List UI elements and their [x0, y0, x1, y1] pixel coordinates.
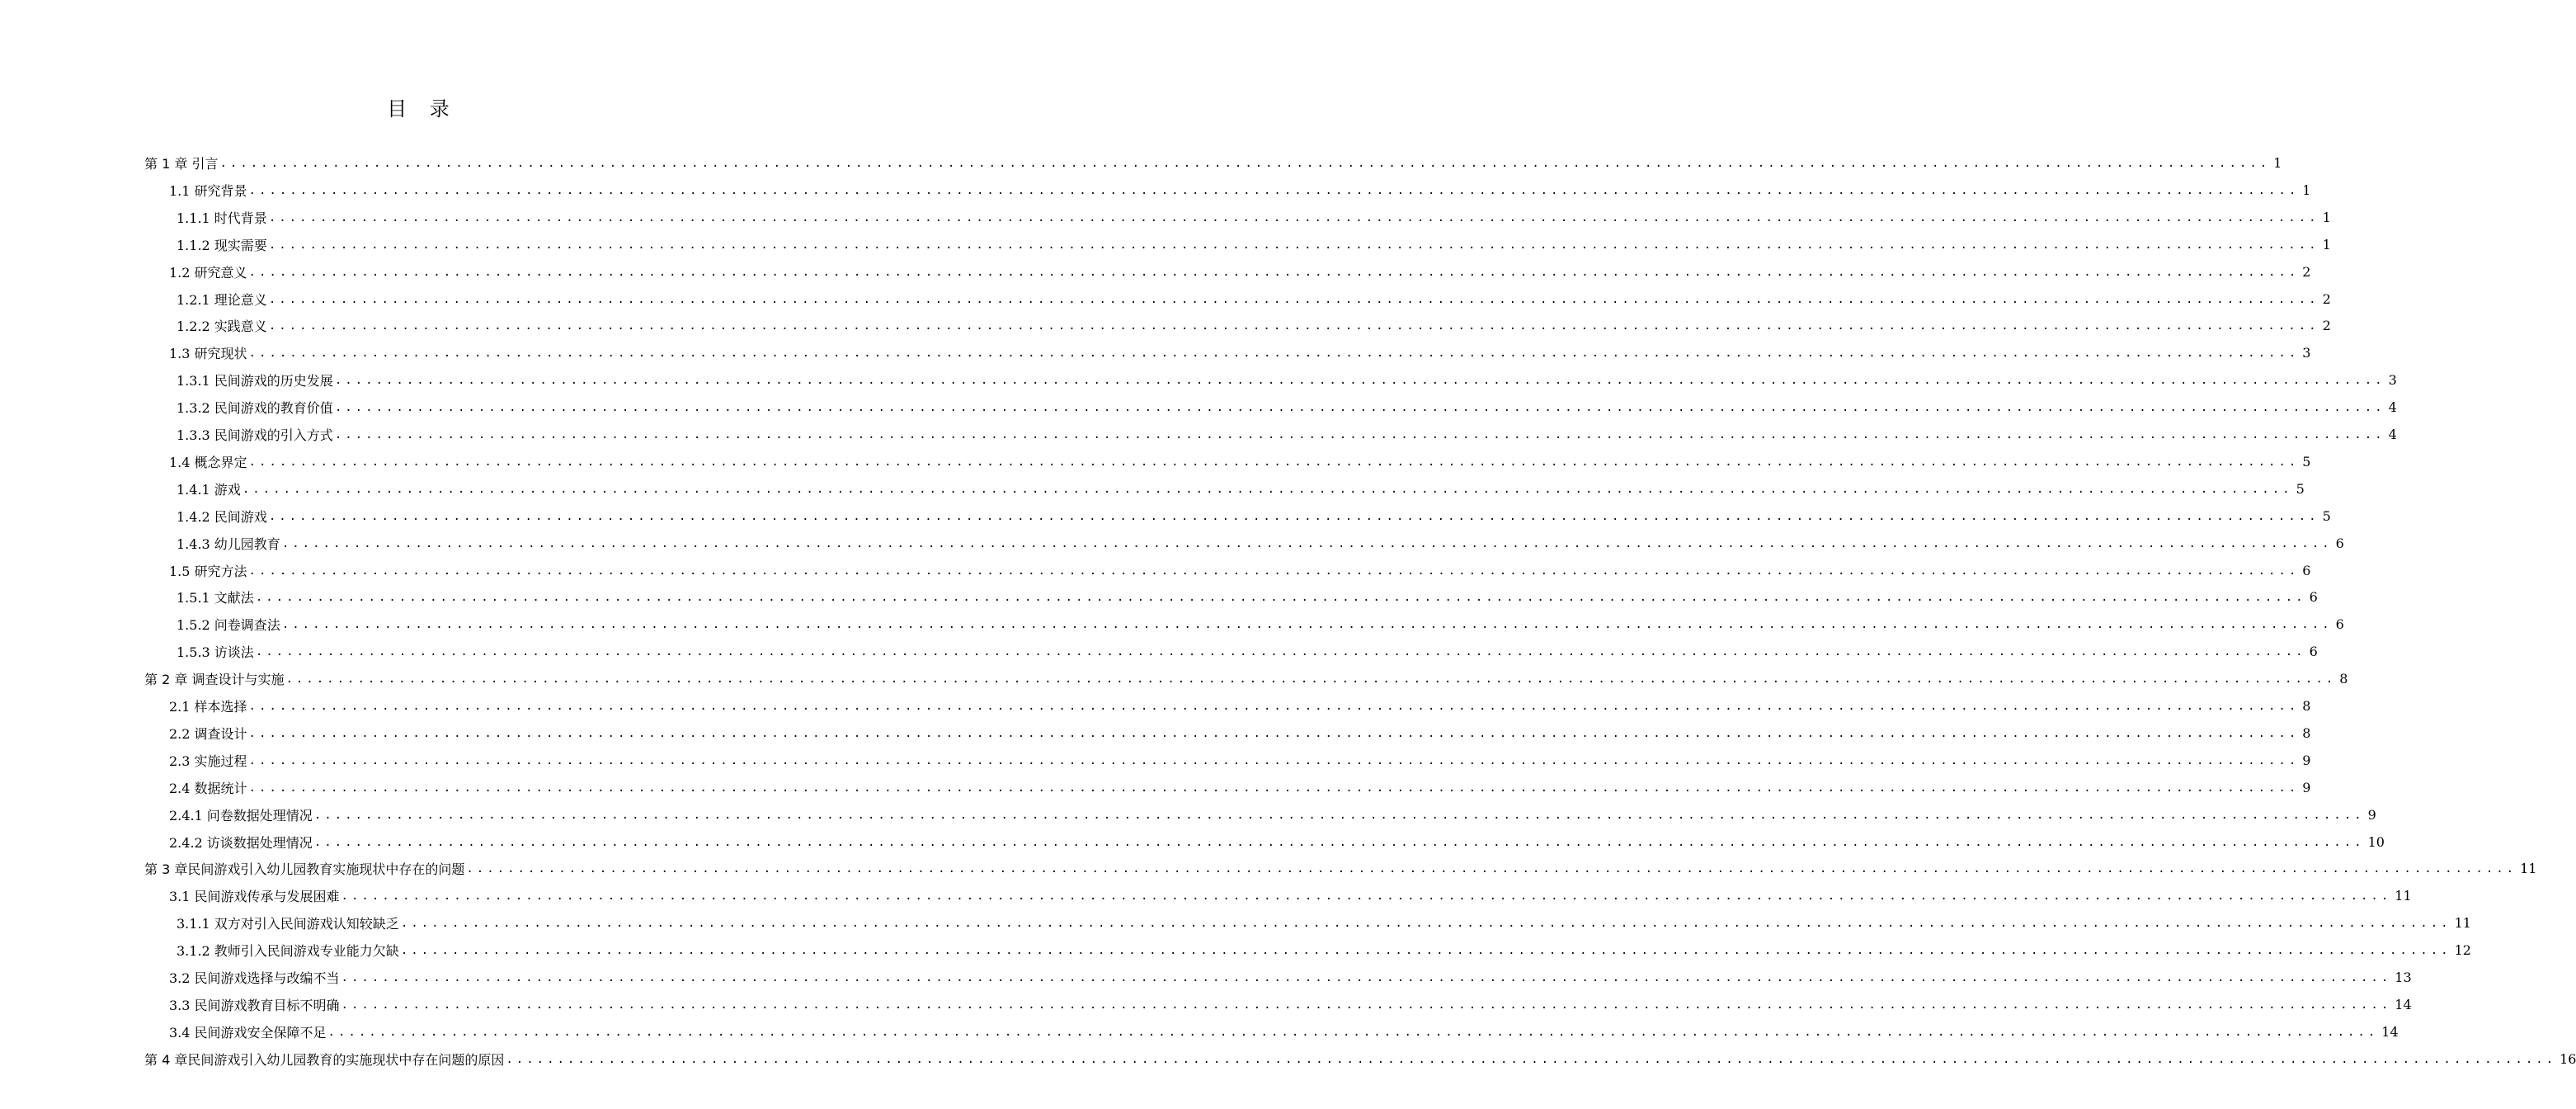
toc-entry-label: 1.1.2 现实需要	[177, 238, 267, 253]
toc-entry-page: 11	[2454, 915, 2471, 931]
toc-entry-label: 1.2.2 实践意义	[177, 319, 267, 334]
toc-entry-label: 2.1 样本选择	[169, 699, 247, 715]
toc-leader-dots: ........................................................................................................................................................................................................	[281, 536, 2333, 550]
toc-entry-label: 第 2 章 调查设计与实施	[144, 672, 285, 687]
toc-leader-dots: ........................................................................................................................................................................................................	[248, 183, 2300, 197]
toc-entry-page: 5	[2302, 454, 2311, 470]
toc-entry[interactable]	[169, 692, 2311, 720]
toc-leader-dots: ........................................................................................................................................................................................................	[506, 1052, 2557, 1066]
toc-leader-dots: ........................................................................................................................................................................................................	[327, 1025, 2379, 1039]
toc-entry-label: 1.4.1 游戏	[177, 482, 241, 498]
toc-entry-label: 第 4 章民间游戏引入幼儿园教育的实施现状中存在问题的原因	[144, 1052, 505, 1068]
toc-leader-dots: ........................................................................................................................................................................................................	[248, 346, 2300, 360]
toc-entry-label: 1.4.2 民间游戏	[177, 509, 267, 525]
toc-entry-label: 3.3 民间游戏教育目标不明确	[169, 998, 340, 1013]
toc-entry-page: 2	[2302, 264, 2311, 280]
toc-entry-page: 11	[2520, 861, 2537, 876]
toc-entry[interactable]	[177, 583, 2318, 611]
toc-entry-page: 2	[2322, 291, 2331, 307]
toc-entry-label: 1.5.3 访谈法	[177, 644, 254, 660]
toc-entry[interactable]	[169, 448, 2311, 475]
toc-entry-label: 3.1 民间游戏传承与发展困难	[169, 889, 340, 904]
toc-entry-label: 1.3.3 民间游戏的引入方式	[177, 427, 333, 443]
toc-entry[interactable]	[177, 204, 2331, 231]
toc-leader-dots: ........................................................................................................................................................................................................	[248, 265, 2300, 279]
toc-entry[interactable]	[177, 638, 2318, 665]
toc-entry-label: 2.4.1 问卷数据处理情况	[169, 808, 313, 823]
toc-entry-label: 1.3.1 民间游戏的历史发展	[177, 373, 333, 389]
toc-entry-page: 8	[2302, 725, 2311, 741]
toc-entry-page: 6	[2309, 589, 2318, 605]
toc-entry[interactable]	[177, 503, 2331, 530]
toc-entry[interactable]	[144, 665, 2348, 692]
toc-entry-page: 8	[2302, 698, 2311, 714]
toc-entry-page: 13	[2395, 970, 2412, 985]
toc-entry-page: 14	[2395, 997, 2412, 1012]
toc-leader-dots: ........................................................................................................................................................................................................	[341, 970, 2392, 984]
toc-entry-label: 1.3.2 民间游戏的教育价值	[177, 400, 333, 416]
toc-entry-page: 4	[2388, 427, 2397, 442]
toc-entry-label: 2.4.2 访谈数据处理情况	[169, 835, 313, 851]
toc-entry[interactable]	[177, 421, 2397, 448]
toc-entry-label: 1.2 研究意义	[169, 265, 247, 281]
toc-leader-dots: ........................................................................................................................................................................................................	[248, 699, 2300, 713]
toc-leader-dots: ........................................................................................................................................................................................................	[281, 617, 2333, 631]
toc-entry-page: 9	[2367, 807, 2376, 823]
toc-entry-label: 3.1.1 双方对引入民间游戏认知较缺乏	[177, 916, 399, 932]
toc-entry-page: 2	[2322, 318, 2331, 333]
toc-entry-label: 1.1.1 时代背景	[177, 210, 267, 226]
toc-entry-label: 2.2 调查设计	[169, 726, 247, 742]
toc-entry[interactable]	[169, 177, 2311, 204]
toc-entry[interactable]	[177, 909, 2471, 937]
toc-entry[interactable]	[169, 882, 2412, 909]
toc-entry[interactable]	[144, 855, 2537, 882]
toc-leader-dots: ........................................................................................................................................................................................................	[466, 861, 2517, 875]
toc-entry[interactable]	[177, 286, 2331, 313]
toc-entry[interactable]	[169, 1018, 2399, 1045]
toc-entry[interactable]	[144, 149, 2282, 177]
toc-entry-page: 14	[2381, 1024, 2399, 1040]
toc-entry-label: 2.3 实施过程	[169, 753, 247, 769]
toc-entry[interactable]	[169, 747, 2311, 774]
toc-leader-dots: ........................................................................................................................................................................................................	[313, 835, 2365, 849]
toc-leader-dots: ........................................................................................................................................................................................................	[400, 943, 2451, 957]
toc-leader-dots: ........................................................................................................................................................................................................	[268, 292, 2319, 306]
toc-leader-dots: ........................................................................................................................................................................................................	[248, 726, 2300, 740]
toc-leader-dots: ........................................................................................................................................................................................................	[268, 238, 2319, 252]
toc-entry[interactable]	[177, 530, 2344, 557]
toc-entry[interactable]	[169, 557, 2311, 584]
toc-entry-label: 1.2.1 理论意义	[177, 292, 267, 308]
toc-entry[interactable]	[177, 475, 2305, 503]
toc-entry-label: 3.2 民间游戏选择与改编不当	[169, 970, 340, 986]
toc-entry-page: 6	[2309, 644, 2318, 659]
toc-leader-dots: ........................................................................................................................................................................................................	[248, 753, 2300, 767]
toc-entry-page: 9	[2302, 753, 2311, 768]
toc-entry[interactable]	[177, 394, 2397, 421]
toc-entry-label: 第 1 章 引言	[144, 156, 219, 172]
toc-entry-page: 3	[2302, 345, 2311, 361]
toc-entry-page: 3	[2388, 372, 2397, 388]
toc-leader-dots: ........................................................................................................................................................................................................	[334, 373, 2385, 387]
toc-entry-page: 9	[2302, 780, 2311, 795]
toc-entry-page: 12	[2454, 942, 2471, 958]
toc-leader-dots: ........................................................................................................................................................................................................	[313, 808, 2365, 822]
toc-leader-dots: ........................................................................................................................................................................................................	[242, 482, 2293, 496]
toc-entry-page: 1	[2322, 210, 2331, 225]
toc-entry[interactable]	[169, 720, 2311, 747]
toc-entry-label: 1.5.1 文献法	[177, 590, 254, 606]
toc-entry[interactable]	[177, 312, 2331, 339]
page-title: 目 录	[387, 97, 458, 120]
toc-entry-page: 11	[2395, 888, 2412, 904]
toc-leader-dots: ........................................................................................................................................................................................................	[268, 509, 2319, 523]
toc-entry[interactable]	[169, 774, 2311, 801]
toc-entry-label: 3.4 民间游戏安全保障不足	[169, 1025, 327, 1041]
toc-entry-label: 3.1.2 教师引入民间游戏专业能力欠缺	[177, 943, 399, 959]
toc-entry-page: 5	[2296, 481, 2305, 497]
toc-entry-page: 10	[2367, 834, 2385, 850]
toc-entry-label: 1.3 研究现状	[169, 346, 247, 361]
toc-leader-dots: ........................................................................................................................................................................................................	[248, 564, 2300, 578]
toc-leader-dots: ........................................................................................................................................................................................................	[341, 889, 2392, 903]
toc-entry-label: 1.5 研究方法	[169, 564, 247, 579]
toc-leader-dots: ........................................................................................................................................................................................................	[268, 210, 2319, 224]
toc-entry[interactable]	[169, 828, 2385, 856]
toc-entry-label: 1.4.3 幼儿园教育	[177, 536, 280, 552]
toc-entry-page: 1	[2302, 182, 2311, 198]
toc-entry-page: 8	[2339, 671, 2348, 687]
toc-entry-label: 2.4 数据统计	[169, 781, 247, 796]
toc-entry-page: 4	[2388, 399, 2397, 415]
toc-leader-dots: ........................................................................................................................................................................................................	[334, 427, 2385, 441]
toc-entry-page: 5	[2322, 508, 2331, 524]
toc-entry[interactable]	[169, 991, 2412, 1018]
toc-entry-label: 第 3 章民间游戏引入幼儿园教育实施现状中存在的问题	[144, 861, 465, 877]
toc-leader-dots: ........................................................................................................................................................................................................	[255, 590, 2306, 604]
toc-leader-dots: ........................................................................................................................................................................................................	[248, 455, 2300, 469]
toc-entry-page: 16	[2560, 1051, 2576, 1067]
toc-leader-dots: ........................................................................................................................................................................................................	[268, 319, 2319, 333]
toc-entry[interactable]	[177, 937, 2471, 964]
toc-leader-dots: ........................................................................................................................................................................................................	[285, 672, 2337, 686]
toc-leader-dots: ........................................................................................................................................................................................................	[400, 916, 2451, 930]
toc-entry[interactable]	[177, 366, 2397, 394]
toc-leader-dots: ........................................................................................................................................................................................................	[341, 998, 2392, 1012]
toc-entry-page: 1	[2273, 155, 2282, 171]
toc-entry-label: 1.5.2 问卷调查法	[177, 617, 280, 633]
toc-entry[interactable]	[169, 801, 2376, 828]
toc-entry[interactable]	[169, 339, 2311, 366]
toc-entry[interactable]	[177, 231, 2331, 258]
toc-entry[interactable]	[144, 1045, 2576, 1073]
toc-leader-dots: ........................................................................................................................................................................................................	[248, 781, 2300, 795]
toc-entry[interactable]	[177, 611, 2344, 638]
toc-entry-page: 1	[2322, 237, 2331, 252]
toc-entry[interactable]	[169, 258, 2311, 286]
toc-entry-label: 1.1 研究背景	[169, 183, 247, 199]
toc-leader-dots: ........................................................................................................................................................................................................	[255, 644, 2306, 658]
toc-entry-label: 1.4 概念界定	[169, 455, 247, 470]
toc-leader-dots: ........................................................................................................................................................................................................	[334, 400, 2385, 414]
toc-leader-dots: ........................................................................................................................................................................................................	[219, 156, 2271, 170]
toc-entry[interactable]	[169, 964, 2412, 991]
toc-entry-page: 6	[2302, 563, 2311, 578]
toc-entry-page: 6	[2335, 536, 2344, 551]
toc-entry-page: 6	[2335, 616, 2344, 632]
